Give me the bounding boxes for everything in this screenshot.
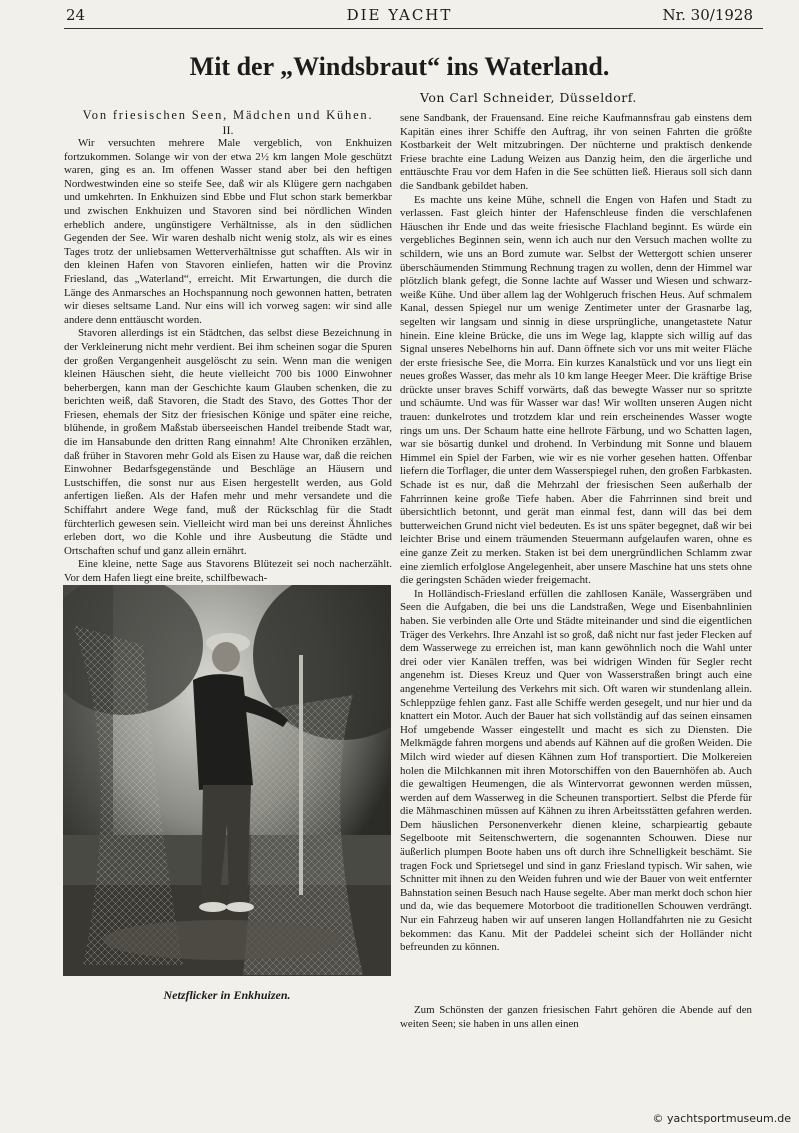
article-title: Mit der „Windsbraut“ ins Waterland. [189, 52, 610, 81]
photo [63, 585, 391, 976]
watermark: © yachtsportmuseum.de [652, 1112, 791, 1125]
fisherman-mending-net-photo [63, 585, 391, 976]
byline: Von Carl Schneider, Düsseldorf. [420, 90, 637, 105]
paragraph: In Holländisch-Friesland erfüllen die zahllosen Kanäle, Wassergräben und Seen die Aufgaben, die bei uns die Landstraßen, Wege und Eisenbahnlinien haben. Sie verbinden alle Orte und Städte miteinander und sind die eigentlichen Träger des Verkehrs. Ihre Anzahl ist so groß, daß nicht nur fast jeder Flecken auf dem Wasserwege zu erreichen ist, man kann gewöhnlich noch die Wahl unter drei oder vier Kanälen treffen, was bei widrigen Winden für Segler recht angenehm ist. Dieses Kreuz und Quer von Wasserstraßen bringt auch eine angenehme Verteilung des Verkehrs mit sich. Oft waren wir stundenlang allein. Schleppzüge fehlen ganz. Fast alle Schiffe werden gesegelt, und nur hier und da knattert ein Motor. Auch der Bauer hat sich vollständig auf das seinen einsamen Hof umgebende Wasser eingestellt und macht es sich zu Diensten. Die Melkmägde fahren morgens und abends auf Kähnen auf die großen Weiden. Die Milch wird wieder auf diesen Kähnen zum Hof transportiert. Die Molkereien holen die Milchkannen mit ihren Motorschiffen von den Bauernhöfen ab. Auch die gewaltigen Heumengen, die als Wintervorrat gewonnen werden müssen, werden auf dem Wasserweg in die Scheunen transportiert. Selbst die Pferde für die Mähmaschinen müssen auf Kähnen zu ihren Arbeitsstätten gefahren werden. Dem häuslichen Personenverkehr dienen kleine, scharpieartig gebaute Segelboote mit Seitenschwertern, die sogenannten Schouwen. Diese nur äußerlich plumpen Boote haben uns oft durch ihre Schnelligkeit beschämt. Sie tragen Fock und Sprietsegel und sind in ganz Friesland typisch. Wir sahen, wie Schnitter mit ihnen zu den Weiden fuhren und wie der Bauer von weit entfernter Bahnstation seinen Besuch nach Hause segelte. Aber man merkt doch schon hier und da, wie das bequemere Motorboot die traditionellen Schouwen verdrängt. Nur ein Fahrzeug haben wir auf unseren langen Hollandfahrten nie zu Gesicht bekommen: das Kanu. Mit der Paddelei scheint sich der Holländer nicht befreunden zu können. [400, 587, 752, 954]
left-column [64, 108, 392, 586]
paragraph: Wir versuchten mehrere Male vergeblich, von Enkhuizen fortzukommen. Solange wir von der etwa 2½ km langen Mole geschützt waren, ging es an. Im offenen Wasser stand aber bei den heftigen Nordwestwinden eine so steife See, daß wir als Klügere gern nachgaben und umkehrten. In Enkhuizen sind Ebbe und Flut schon stark bemerkbar und zwischen Enkhuizen und Stavoren sind bei nördlichen Winden erheblich andere, ungünstigere Verhältnisse, als in den südlichen Gegenden der See. Wir waren deshalb nicht wenig stolz, als wir es eines Tages trotz der unliebsamen Wetterverhältnisse gut schafften. Als wir in den kleinen Hafen von Stavoren einliefen, hatten wir die Provinz Friesland, das „Waterland“, erreicht. Mit Erwartungen, die durch die Länge des Anmarsches an Hochspannung noch gewonnen hatten, betraten wir dieses seltsame Land. Nur eins will ich vorweg sagen: wir sind alle andere denn enttäuscht worden. [64, 137, 392, 326]
issue-number: Nr. 30/1928 [662, 6, 753, 24]
paragraph: sene Sandbank, der Frauensand. Eine reiche Kaufmannsfrau gab einstens dem Kapitän eines ihrer Schiffe den Auftrag, ihr von seinen Fahrten die größte Kostbarkeit der Welt mitzubringen. Der nüchterne und praktisch denkende Friese brachte eine Ladung Weizen aus Danzig heim, den die ärgerliche und enttäuschte Frau vor dem Hafen in die See schütten ließ. Hieraus soll sich dann die Sandbank gebildet haben. [400, 112, 752, 192]
paragraph: Es machte uns keine Mühe, schnell die Engen von Hafen und Stadt zu verlassen. Fast gleich hinter der Hafenschleuse finden die verschlafenen Häuschen ihr Ende und das weite friesische Flachland beginnt. Es würde ein vergebliches Beginnen sein, wenn ich auch nur den Versuch machen wollte zu schildern, wie uns an Bord zumute war. Selbst der Wettergott schien unserer überschäumenden Stimmung Rechnung tragen zu wollen, denn der Himmel war plötzlich blank gefegt, die Sonne lachte auf Wasser und Wiesen und schwarz-weiße Kühe. Und über allem lag der Wohlgeruch frischen Heus. Auf schmalem Kanal, dessen Spiegel nur um wenige Zentimeter unter der Grasnarbe lag, segelten wir langsam und sinnig in diese ursprüngliche, unangetastete Natur hinein. Eine kleine Brücke, die uns im Wege lag, klappte sich willig auf das Signal unseres Nebelhorns hin auf. Dann öffnete sich vor uns mit weiter Fläche der erste friesische See, die Morra. Ein kurzes Kanalstück und vor uns liegt ein neues großes Wasser, das mehr als 10 km lange Heeger Meer. Die kräftige Brise drückte unser braves Schiff vorwärts, daß das bewegte Wasser nur so spritzte und schäumte. Und was für Wasser war das! Wir wollten unseren Augen nicht trauen: dunkelrotes und trotzdem klar und rein erscheinendes Wasser wogte rings um uns. Der Schaum hatte eine hellrote Färbung, und wo Schatten lagen, war sie bösartig dunkel und drohend. In Verbindung mit Sonne und blauem Himmel ein Spiel der Farben, wie wir es nie vorher gesehen hatten. Offenbar liefern die Torflager, die unter dem Wasserspiegel ruhen, den großen Farbkasten. Schade ist es nur, daß die Mehrzahl der friesischen Seen außerhalb der Fahrrinnen keine große Tiefe haben. Aber die Fahrrinnen sind breit und übersichtlich betonnt, und gerät man einmal fest, dann will das bei dem butterweichen Grund nicht viel bedeuten. Es ist uns später begegnet, daß wir bei leichter Brise und einem träumenden Steuermann aufgelaufen waren, ohne es eine ganze Zeit zu merken. Staken ist bei dem unergründlichen Schlamm zwar eine ziemlich erfolglose Angelegenheit, aber unsere Maschine hat uns stets ohne die geringsten Schäden wieder freigemacht. [400, 193, 752, 587]
paragraph: Stavoren allerdings ist ein Städtchen, das selbst diese Bezeichnung in der Verkleinerung nicht mehr verdient. Bei ihm scheinen sogar die Spuren der großen Vergangenheit ausgelöscht zu sein. Wenn man die wenigen kleinen Häuschen sieht, die heute vielleicht 700 bis 1000 Einwohner beherbergen, kann man der Geschichte kaum Glauben schenken, die zu berichten weiß, daß Stavoren, die Stadt des Stavo, des Gottes Thor der Friesen, ehemals der Sitz der friesischen Könige und später eine reiche, blühende, in großem Maßstab überseeischen Handel treibende Stadt war, die im Hansabunde den dritten Rang einnahm! Alte Chroniken erzählen, daß früher in Stavoren mehr Gold als Eisen zu Hause war, daß die reichen Einwohner Bedarfsgegenstände und Beschläge an Häusern und Lustschiffen, die sonst nur aus Eisen hergestellt werden, aus Gold anfertigen ließen. Als der Hafen mehr und mehr versandete und die Schiffahrt andere Wege fand, muß der Rückschlag für die Stadt fürchterlich gewesen sein. Vielleicht wird man bei uns dereinst Ähnliches erleben dort, wo die Kohle und ihre Ausbeutung die Städte und Ortschaften schuf und ganz allein ernährt. [64, 327, 392, 557]
right-column-bottom [400, 1004, 752, 1031]
header-rule [64, 28, 763, 29]
paragraph: Zum Schönsten der ganzen friesischen Fahrt gehören die Abende auf den weiten Seen; sie haben in uns allen einen [400, 1004, 752, 1030]
subtitle: Von friesischen Seen, Mädchen und Kühen. [82, 108, 374, 122]
section-number: II. [222, 123, 234, 137]
paragraph: Eine kleine, nette Sage aus Stavorens Blütezeit sei noch nacherzählt. Vor dem Hafen liegt eine breite, schilfbewach- [64, 558, 392, 584]
page-number: 24 [66, 6, 86, 24]
running-title: DIE YACHT [346, 6, 453, 24]
photo-caption: Netzflicker in Enkhuizen. [163, 988, 291, 1002]
right-column [400, 112, 752, 955]
